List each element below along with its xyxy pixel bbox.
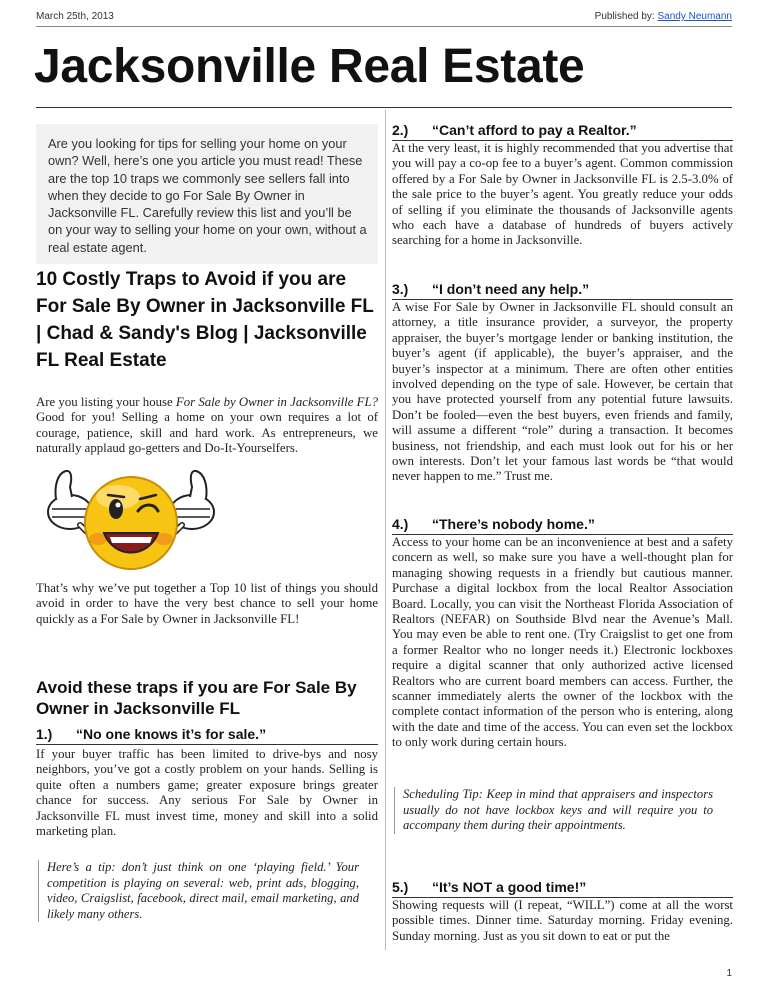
trap-3-body: A wise For Sale by Owner in Jacksonville FL should consult an attorney, a title insurance provider, a surveyor, the property appraiser, the buyer’s mortgage lender or banking institution, the buyer’s agent (if applicable), the buyer’s appraiser, and the buyer’s inspector at a minimum. There are often other entities involved depending on the type of sale. However, be certain that you have protected yourself from any potential future lawsuits. Don’t be fooled—even the best buyers, even friends and family, will assume a different “role” during a transaction. It becomes business, not friendship, and each must look out for his or her own interests. Don’t let your famous last words be “that would never happen to me.” Trust me.	[392, 300, 733, 484]
page-header	[36, 11, 732, 25]
page-number: 1	[726, 968, 732, 979]
intro-box: Are you looking for tips for selling your home on your own? Well, here’s one you article you must read! These are the top 10 traps we commonly see sellers fall into when they decide to go For Sale By Owner in Jacksonville FL. Carefully review this list and you’ll be on your way to selling your home on your own, without a real estate agent.	[36, 124, 378, 264]
header-divider	[36, 26, 732, 27]
column-divider	[385, 110, 386, 950]
paragraph-1-emphasis: For Sale by Owner in Jacksonville FL?	[175, 395, 378, 409]
masthead-divider	[36, 107, 732, 108]
trap-1-heading	[36, 725, 378, 743]
trap-1-body: If your buyer traffic has been limited to drive-bys and nosy neighbors, you’ve got a costly problem on your hands. Selling is quite often a numbers game; greater exposure brings greater chance for success. Any serious For Sale by Owner in Jacksonville FL must invest time, money and skill into a solid marketing plan.	[36, 747, 378, 839]
trap-1-number: 1.)	[36, 726, 53, 742]
trap-3-heading	[392, 280, 733, 298]
trap-1-divider	[36, 744, 378, 745]
trap-2-title: “Can’t afford to pay a Realtor.”	[432, 122, 637, 138]
trap-5-body: Showing requests will (I repeat, “WILL”) come at all the worst possible times. Dinner time. Saturday morning. Friday evening. Sunday morning. Just as you sit down to eat or put the	[392, 898, 733, 943]
trap-5-heading	[392, 878, 733, 896]
masthead-title: Jacksonville Real Estate	[34, 40, 585, 93]
trap-4-number: 4.)	[392, 516, 409, 532]
trap-2-number: 2.)	[392, 122, 409, 138]
trap-3-number: 3.)	[392, 281, 409, 297]
article-title: 10 Costly Traps to Avoid if you are For Sale By Owner in Jacksonville FL | Chad & Sandy's Blog | Jacksonville FL Real Estate	[36, 269, 374, 371]
trap-2-heading	[392, 121, 733, 139]
published-by-label: Published by:	[594, 11, 658, 22]
publish-date: March 25th, 2013	[36, 11, 114, 22]
trap-4-title: “There’s nobody home.”	[432, 516, 595, 532]
trap-5-number: 5.)	[392, 879, 409, 895]
trap-4-body: Access to your home can be an inconvenience at best and a safety concern as well, so make sure you have a well-thought plan for managing showing requests in a friendly but cautious manner. Purchase a digital lockbox from the local Realtor Association Board. Locally, you can visit the Northeast Florida Association of Realtors (NEFAR) on Southside Blvd near the Avenue’s Mall. You may even be able to rent one. (Try Craigslist to get one from a former Realtor who no longer needs it.) Electronic lockboxes require a digital scanner that only authorized active licensed Realtors who are current board members can access. Further, the scanner immediately alerts the owner of the lockbox with the complete contact information of the person who is entering, along with the date and time of the access. You can even set the lockbox to only work during certain hours.	[392, 535, 733, 750]
trap-1-tip: Here’s a tip: don’t just think on one ‘playing field.’ Your competition is playing on several: web, print ads, blogging, video, Craigslist, facebook, direct mail, email marketing, and likely many others.	[38, 860, 359, 922]
trap-4-heading	[392, 515, 733, 533]
trap-3-title: “I don’t need any help.”	[432, 281, 590, 297]
article-paragraph-1	[36, 395, 378, 457]
trap-4-tip: Scheduling Tip: Keep in mind that appraisers and inspectors usually do not have lockbox keys and will require you to accompany them during their appointments.	[394, 787, 713, 834]
trap-2-body: At the very least, it is highly recommended that you advertise that you will pay a co-op fee to a buyer’s agent. Common commission offered by a For Sale by Owner in Jacksonville FL is 2.5-3.0% of the sale price to the buyer’s agent. You greatly reduce your odds of selling if you eliminate the thousands of Jacksonville agents who each have a database of hundreds of buyers actively searching for a home in Jacksonville.	[392, 141, 733, 248]
thumbs-up-wink-smiley-icon	[36, 457, 226, 577]
published-by	[595, 11, 732, 22]
paragraph-1-rest: Good for you! Selling a home on your own requires a lot of courage, patience, skill and hard work. As entrepreneurs, we naturally applaud go-getters and Do-It-Yourselfers.	[36, 410, 378, 456]
trap-1-title: “No one knows it’s for sale.”	[76, 726, 267, 742]
trap-5-title: “It’s NOT a good time!”	[432, 879, 587, 895]
paragraph-1-lead: Are you listing your house	[36, 395, 176, 409]
author-link[interactable]: Sandy Neumann	[657, 11, 732, 22]
article-paragraph-2: That’s why we’ve put together a Top 10 list of things you should avoid in order to have the very best chance to sell your home quickly as a For Sale by Owner in Jacksonville FL!	[36, 581, 378, 626]
article-subhead: Avoid these traps if you are For Sale By Owner in Jacksonville FL	[36, 678, 357, 718]
